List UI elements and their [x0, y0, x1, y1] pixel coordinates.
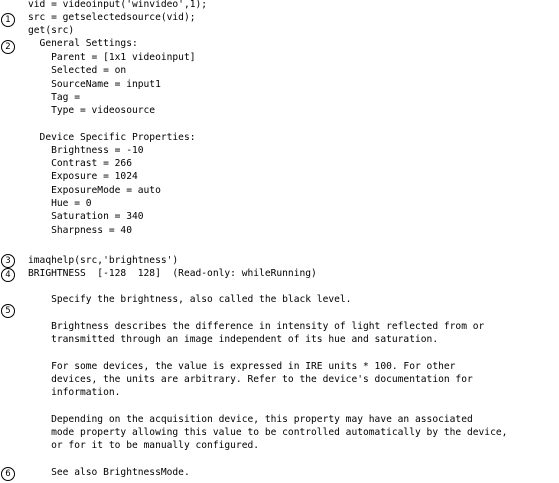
callout-marker-3: 3	[1, 254, 15, 268]
code-line: Tag =	[28, 92, 80, 103]
callout-marker-4: 4	[1, 268, 15, 282]
code-line: General Settings:	[28, 38, 138, 49]
code-line: transmitted through an image independent of its hue and saturation.	[28, 334, 439, 345]
callout-marker-2: 2	[1, 40, 15, 54]
code-line: See also BrightnessMode.	[28, 467, 190, 478]
code-line: Contrast = 266	[28, 158, 132, 169]
code-line: Depending on the acquisition device, this property may have an associated	[28, 414, 473, 425]
code-line: For some devices, the value is expressed in IRE units * 100. For other	[28, 361, 456, 372]
code-line: devices, the units are arbitrary. Refer to the device's documentation for	[28, 374, 473, 385]
code-line: Exposure = 1024	[28, 171, 138, 182]
code-line: information.	[28, 387, 121, 398]
callout-marker-5: 5	[1, 304, 15, 318]
code-line: Hue = 0	[28, 198, 92, 209]
code-line: Specify the brightness, also called the black level.	[28, 294, 352, 305]
callout-marker-6: 6	[1, 467, 15, 481]
code-line: Parent = [1x1 videoinput]	[28, 52, 196, 63]
code-line: Saturation = 340	[28, 211, 144, 222]
code-line: ExposureMode = auto	[28, 185, 161, 196]
code-line: or for it to be manually configured.	[28, 440, 260, 451]
code-line: BRIGHTNESS [-128 128] (Read-only: whileRunning)	[28, 268, 317, 279]
code-line: imaqhelp(src,'brightness')	[28, 255, 179, 266]
callout-marker-1: 1	[1, 13, 15, 27]
code-line: src = getselectedsource(vid);	[28, 12, 196, 23]
code-line: get(src)	[28, 25, 75, 36]
code-line: Device Specific Properties:	[28, 132, 196, 143]
code-line: mode property allowing this value to be controlled automatically by the device,	[28, 427, 508, 438]
code-line: Selected = on	[28, 65, 127, 76]
code-line: vid = videoinput('winvideo',1);	[28, 0, 208, 10]
code-line: Brightness = -10	[28, 145, 144, 156]
code-line: Type = videosource	[28, 105, 156, 116]
code-line: Brightness describes the difference in intensity of light reflected from or	[28, 321, 485, 332]
code-line: Sharpness = 40	[28, 225, 132, 236]
code-line: SourceName = input1	[28, 79, 161, 90]
